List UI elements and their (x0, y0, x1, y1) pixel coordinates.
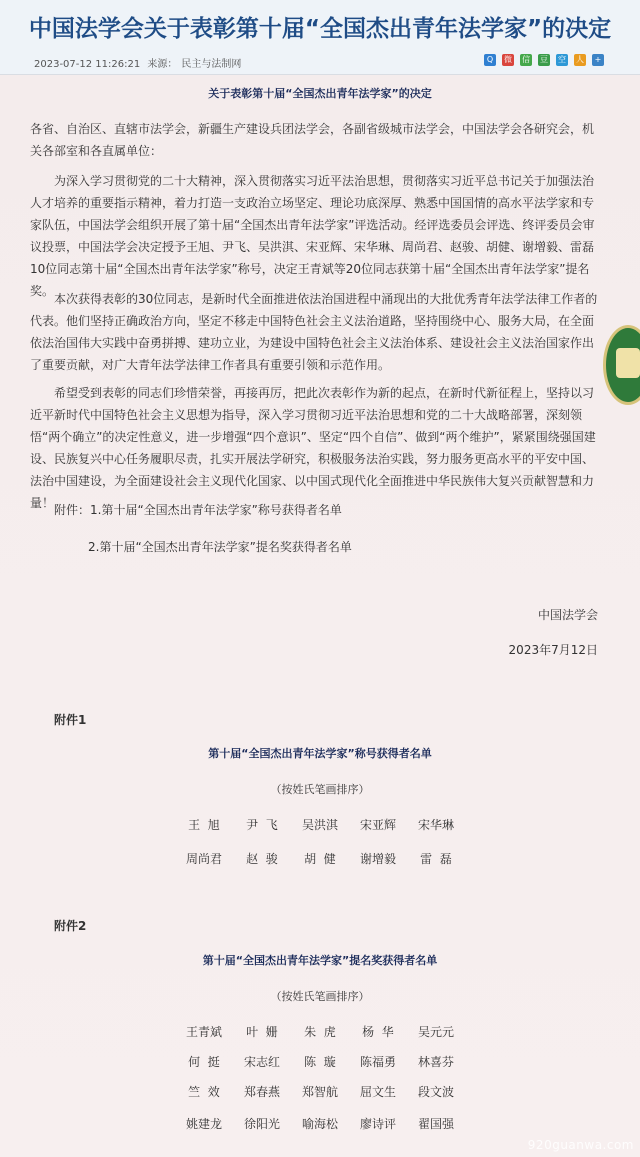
awardee-name: 胡 健 (304, 852, 336, 866)
nominee-name: 陈 璇 (304, 1055, 336, 1069)
appendix-2-label: 附件2 (54, 919, 87, 933)
addressee: 各省、自治区、直辖市法学会，新疆生产建设兵团法学会，各副省级城市法学会，中国法学会各研究会，机关各部室和各直属单位： (30, 122, 595, 158)
nominee-name: 姚建龙 (185, 1117, 222, 1131)
name-row (0, 816, 640, 833)
share-wechat-icon[interactable]: 信 (522, 55, 530, 64)
publish-datetime: 2023-07-12 11:26:21 (34, 59, 141, 70)
appendix-1-title: 第十届“全国杰出青年法学家”称号获得者名单 (208, 747, 432, 760)
nominee-name: 徐阳光 (243, 1117, 280, 1131)
nominee-name: 喻海松 (301, 1117, 338, 1131)
name-row (0, 1115, 640, 1132)
attachments-line-2: 2.第十届“全国杰出青年法学家”提名奖获得者名单 (88, 540, 352, 554)
nominee-name: 吴元元 (417, 1025, 454, 1039)
share-qzone-icon[interactable]: 空 (558, 55, 566, 64)
share-more-icon[interactable]: + (592, 54, 604, 66)
share-qq-icon[interactable]: Q (484, 54, 496, 66)
nominee-name: 何 挺 (188, 1055, 220, 1069)
share-renren-icon[interactable]: 人 (576, 55, 584, 64)
awardee-name: 吴洪淇 (301, 818, 338, 832)
awardee-name: 谢增毅 (359, 852, 396, 866)
share-weibo-icon[interactable]: 微 (504, 55, 512, 64)
awardee-name: 雷 磊 (420, 852, 452, 866)
watermark: 920guanwa.com (527, 1138, 634, 1152)
appendix-2-order-note: （按姓氏笔画排序） (270, 990, 370, 1003)
paragraph: 本次获得表彰的30位同志，是新时代全面推进依法治国进程中涌现出的大批优秀青年法学法律工作者的代表。他们坚持正确政治方向，坚定不移走中国特色社会主义法治道路，坚持围绕中心、服务大局，在全面依法治国伟大实践中奋勇拼搏、建功立业，为建设中国特色社会主义法治体系、建设社会主义法治国家作出了重要贡献，对广大青年法学法律工作者具有重要引领和示范作用。 (30, 292, 598, 372)
article-body (0, 75, 640, 1157)
paragraph: 为深入学习贯彻党的二十大精神，深入贯彻落实习近平法治思想，贯彻落实习近平总书记关于加强法治人才培养的重要指示精神，着力打造一支政治立场坚定、理论功底深厚、熟悉中国国情的高水平法学家和专家队伍，中国法学会组织开展了第十届“全国杰出青年法学家”评选活动。经评选委员会评选、终评委员会审议投票，中国法学会决定授予王旭、尹飞、吴洪淇、宋亚辉、宋华琳、周尚君、赵骏、胡健、谢增毅、雷磊10位同志第十届“全国杰出青年法学家”称号，决定王青斌等20位同志获第十届“全国杰出青年法学家”提名奖。 (30, 174, 595, 298)
awardee-name: 宋华琳 (417, 818, 454, 832)
title-bar (0, 0, 640, 48)
nominee-name: 朱 虎 (304, 1025, 336, 1039)
name-row (0, 1023, 640, 1040)
nominee-name: 叶 姗 (246, 1025, 278, 1039)
nominee-name: 杨 华 (362, 1025, 394, 1039)
awardee-name: 赵 骏 (246, 852, 278, 866)
awardee-name: 王 旭 (188, 818, 220, 832)
nominee-name: 林喜芬 (417, 1055, 454, 1069)
nominee-name: 郑智航 (301, 1085, 338, 1099)
emblem-shield-icon (616, 348, 640, 378)
nominee-name: 竺 效 (188, 1085, 220, 1099)
page-title: 中国法学会关于表彰第十届“全国杰出青年法学家”的决定 (28, 16, 612, 42)
source-name[interactable]: 民主与法制网 (181, 59, 242, 70)
awardee-name: 周尚君 (185, 852, 222, 866)
signer: 中国法学会 (537, 608, 598, 622)
share-bar (484, 54, 604, 66)
nominee-name: 段文波 (417, 1085, 454, 1099)
name-row (0, 850, 640, 867)
nominee-name: 廖诗评 (359, 1117, 396, 1131)
source-label: 来源： (147, 59, 178, 70)
nominee-name: 郑春燕 (243, 1085, 280, 1099)
appendix-1-order-note: （按姓氏笔画排序） (270, 783, 370, 796)
nominee-name: 王青斌 (185, 1025, 222, 1039)
name-row (0, 1053, 640, 1070)
appendix-1-label: 附件1 (54, 713, 87, 727)
attachments-line-1: 附件：1.第十届“全国杰出青年法学家”称号获得者名单 (54, 503, 342, 517)
nominee-name: 宋志红 (243, 1055, 280, 1069)
sign-date: 2023年7月12日 (508, 643, 598, 657)
awardee-name: 尹 飞 (246, 818, 278, 832)
nominee-name: 屈文生 (359, 1085, 396, 1099)
paragraph: 希望受到表彰的同志们珍惜荣誉，再接再厉，把此次表彰作为新的起点，在新时代新征程上，坚持以习近平新时代中国特色社会主义思想为指导，深入学习贯彻习近平法治思想和党的二十大战略部署，深刻领悟“两个确立”的决定性意义，进一步增强“四个意识”、坚定“四个自信”、做到“两个维护”，紧紧围绕强国建设、民族复兴中心任务履职尽责，扎实开展法学研究，积极服务法治实践，努力服务更高水平的平安中国、法治中国建设，为全面建设社会主义现代化国家、以中国式现代化全面推进中华民族伟大复兴贡献智慧和力量！ (30, 386, 596, 510)
share-douban-icon[interactable]: 豆 (540, 55, 548, 64)
article-meta (34, 55, 245, 70)
meta-row (0, 48, 640, 75)
name-row (0, 1083, 640, 1100)
appendix-2-title: 第十届“全国杰出青年法学家”提名奖获得者名单 (202, 954, 438, 967)
nominee-name: 翟国强 (417, 1117, 454, 1131)
document-title: 关于表彰第十届“全国杰出青年法学家”的决定 (208, 87, 432, 100)
nominee-name: 陈福勇 (359, 1055, 396, 1069)
awardee-name: 宋亚辉 (359, 818, 396, 832)
